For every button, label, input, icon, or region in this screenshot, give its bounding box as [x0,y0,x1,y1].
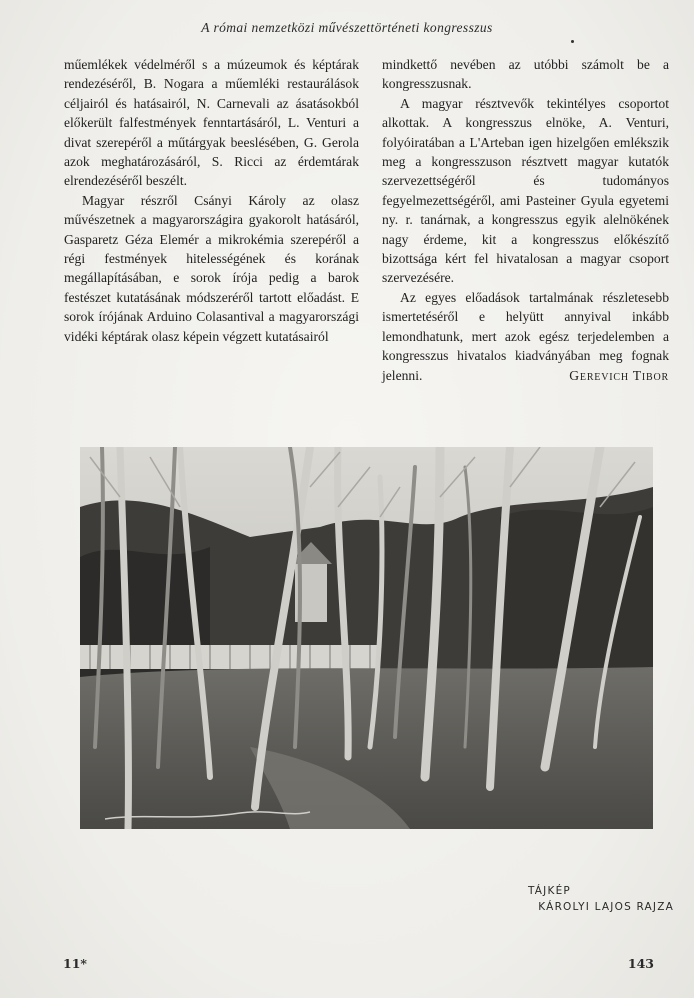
paragraph-right-2: A magyar résztvevők tekintélyes csoportot alkottak. A kongresszus elnöke, A. Venturi, folyóiratában a L'Arteban igen hizelgően emlékszik meg a kongresszuson résztvett magyar kutatók szervezettségéről és tudományos fegyelmezettségéről, ami Pasteiner Gyula egyetemi ny. r. tanárnak, a kongresszus egyik alelnökének nagy érdeme, kit a kongresszus előkészítő bizottsága kért fel hivatalosan a magyar csoport szervezésére. [382,95,669,286]
paragraph-right-3-text: Az egyes előadások tartalmának részletesebb ismertetéséről e helyütt annyival inkább lemondhatunk, mert azok egész terjedelemben a kongresszus hivatalos kiadványában meg fognak jelenni. [382,289,669,383]
signature-mark: 11* [63,956,87,971]
paragraph-right-3 [382,288,669,385]
painting-image [80,447,653,829]
text-column-left [64,55,359,346]
landscape-painting [80,447,653,829]
figure-caption [474,883,674,915]
page-number: 143 [627,956,654,971]
ink-speck [571,40,574,43]
paragraph-right-1: mindkettő nevében az utóbbi számolt be a kongresszusnak. [382,57,669,92]
caption-title: TÁJKÉP [528,885,571,897]
paragraph-left-2: Magyar részről Csányi Károly az olasz művészetnek a magyarországira gyakorolt hatásáról, Gasparetz Géza Elemér a mikrokémia szerepéről a régi festmények hitelességének és korának megállapításában, e sorok írója pedig a barok festészet kutatásának módszeréről tartott előadást. E sorok írójának Arduino Colasantival a magyarországi vidéki képtárak olasz képein végzett kutatásairól [64,192,359,344]
paragraph-left-1: műemlékek védelméről s a múzeumok és képtárak rendezéséről, B. Nogara a műemléki restaurálások céljairól és hatásairól, N. Carnevali az ásatásokból előkerült falfestmények fenntartásáról, L. Venturi a divat szerepéről a műtárgyak beeslésében, G. Gerola azok meghatározásáról, S. Ricci az érdemtárak elrendezéséről beszélt. [64,57,359,189]
author-signature: Gerevich Tibor [569,367,669,383]
text-column-right [382,55,669,385]
running-title: A római nemzetközi művészettörténeti kongresszus [201,20,493,35]
caption-artist: KÁROLYI LAJOS RAJZA [538,901,674,913]
